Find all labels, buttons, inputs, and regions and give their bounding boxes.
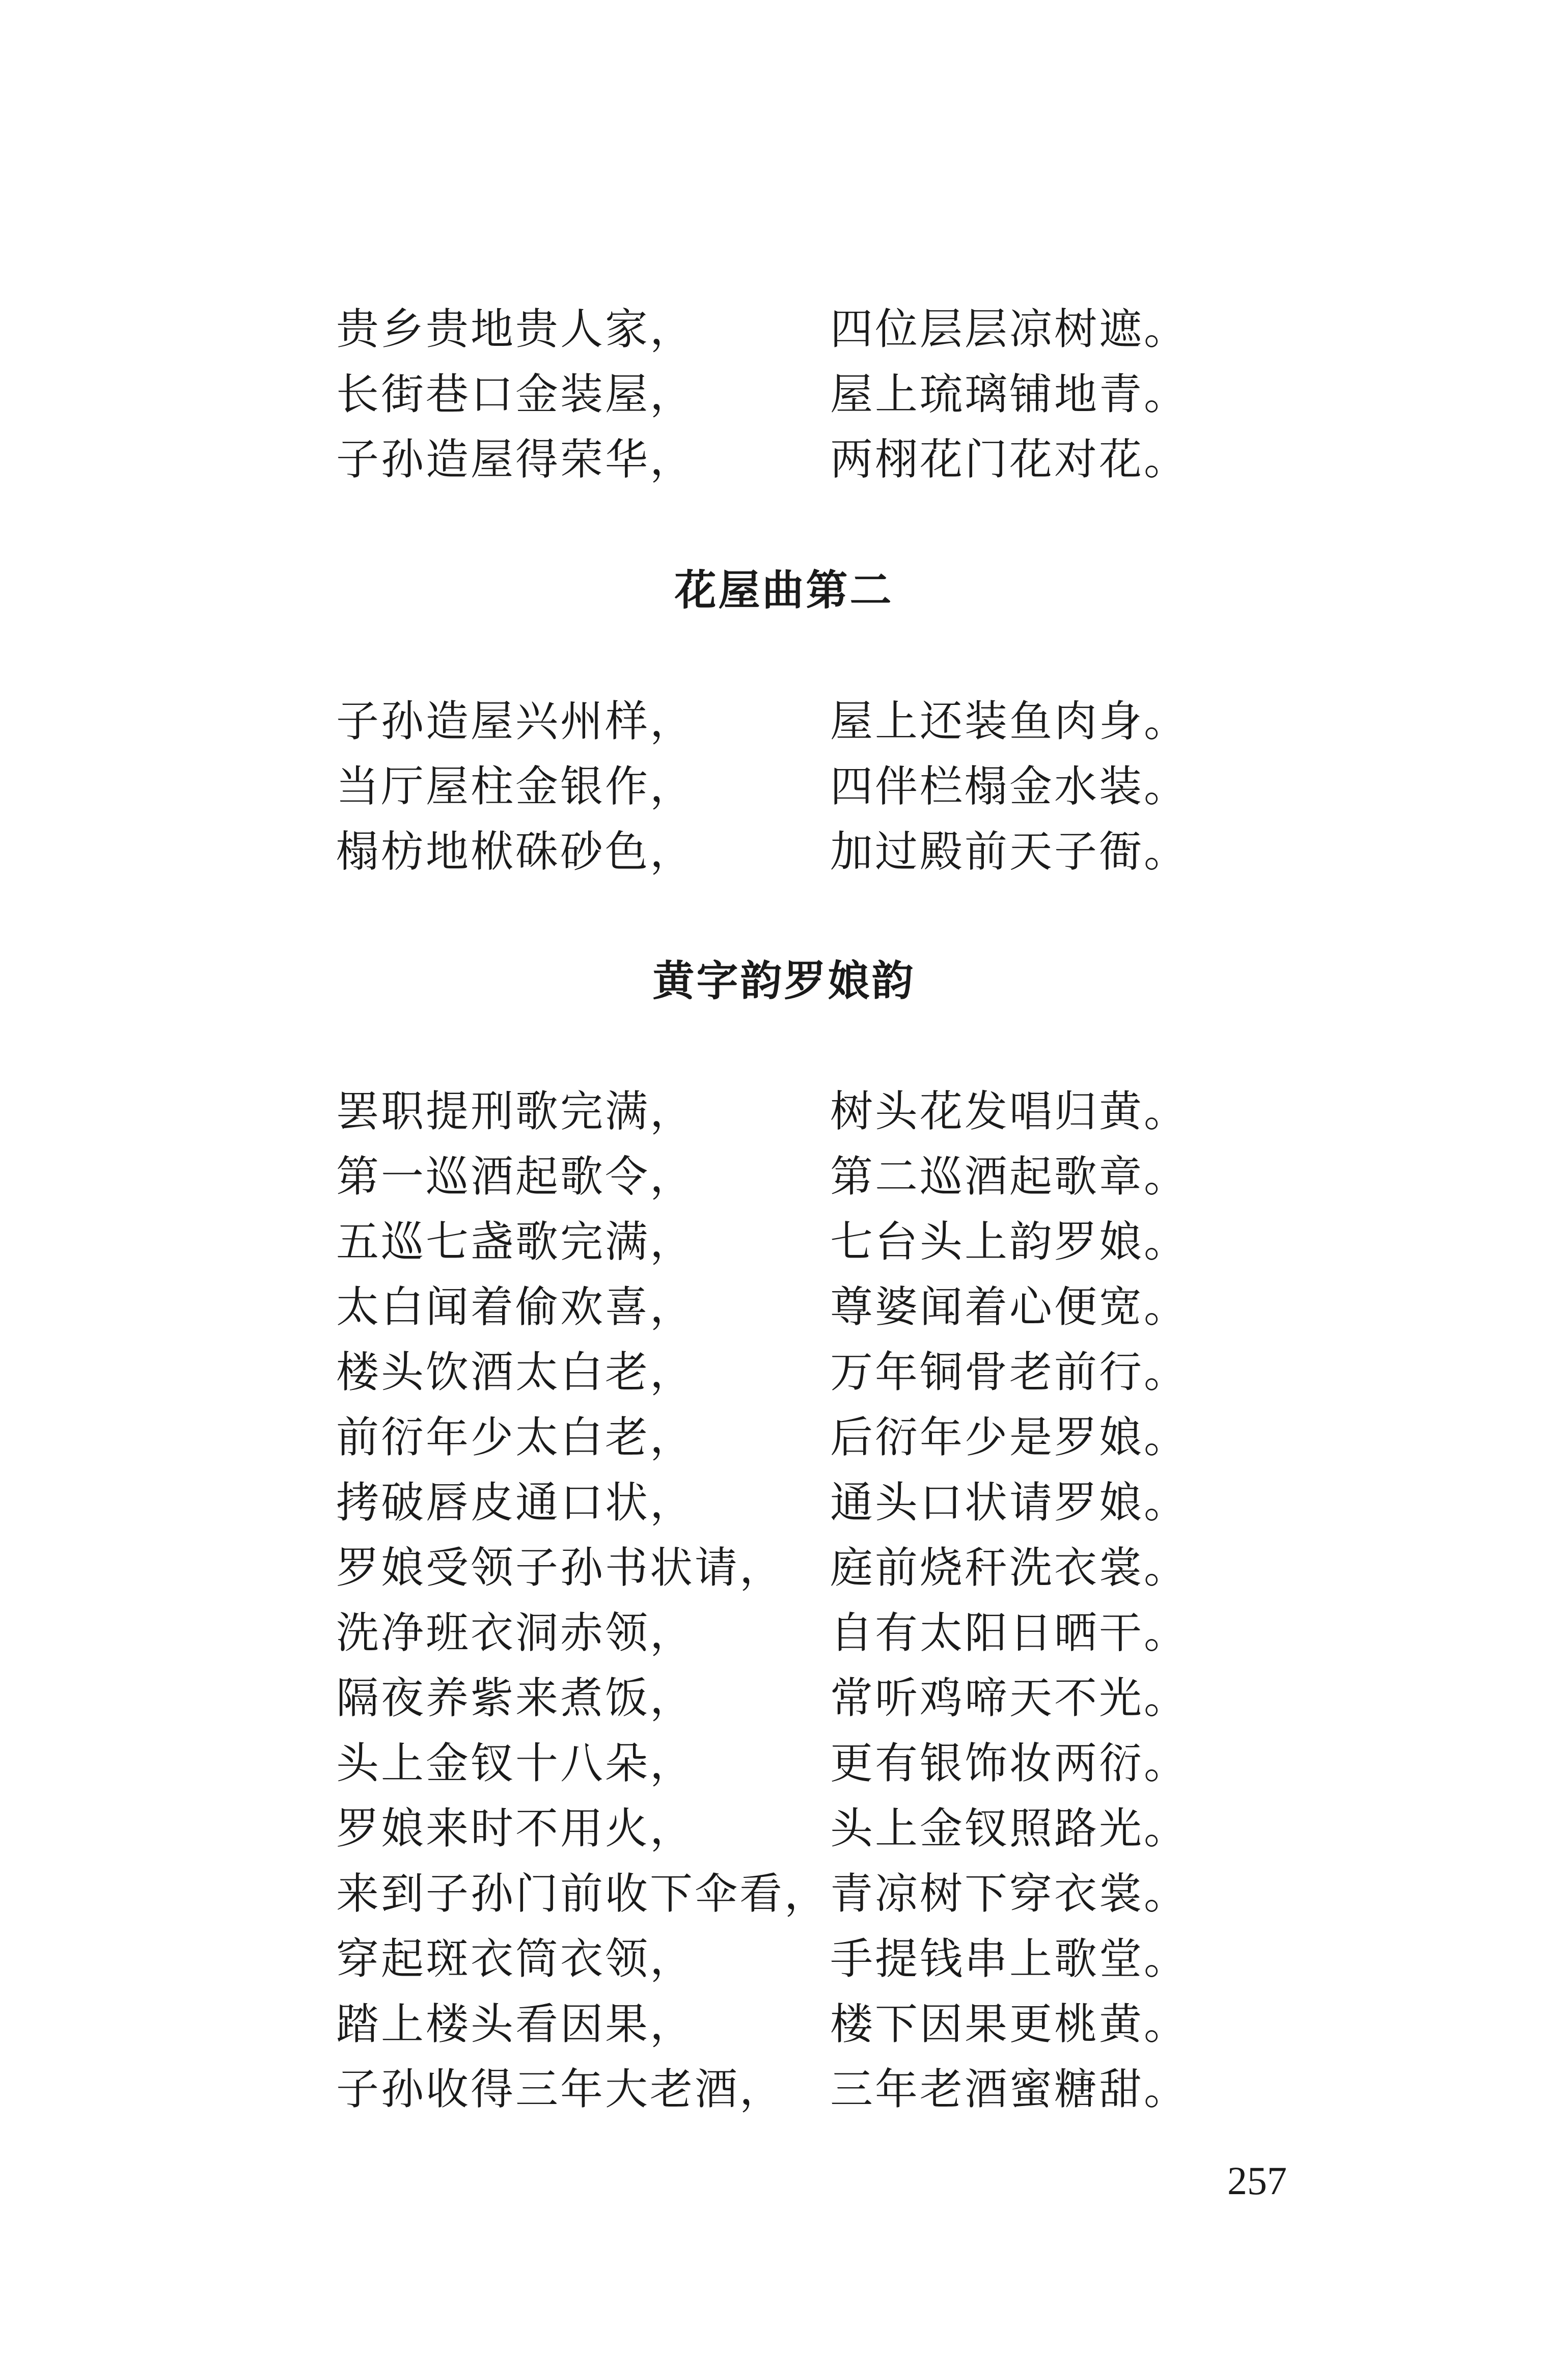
- verse-line-left: 罢职提刑歌完满，: [336, 1086, 695, 1136]
- verse-line-left: 踏上楼头看因果，: [336, 1999, 695, 2049]
- verse-line-left: 当厅屋柱金银作，: [336, 761, 695, 811]
- verse-line-right: 后衍年少是罗娘。: [830, 1412, 1189, 1462]
- verse-line-left: 隔夜养紫来煮饭，: [336, 1673, 695, 1723]
- verse-line-right: 常听鸡啼天不光。: [830, 1673, 1189, 1723]
- verse-block-2: [0, 689, 1568, 884]
- verse-line-right: 手提钱串上歌堂。: [830, 1934, 1189, 1984]
- verse-line-right: 通头口状请罗娘。: [830, 1478, 1189, 1527]
- verse-line: [0, 1405, 1568, 1470]
- verse-line: [0, 1600, 1568, 1665]
- verse-line-left: 榻枋地栿硃砂色，: [336, 827, 695, 877]
- verse-line-left: 前衍年少太白老，: [336, 1412, 695, 1462]
- verse-line-left: 子孙收得三年大老酒，: [336, 2064, 785, 2114]
- verse-line: [0, 1991, 1568, 2057]
- verse-line-right: 尊婆闻着心便宽。: [830, 1282, 1189, 1332]
- verse-line-right: 自有太阳日晒干。: [830, 1608, 1189, 1658]
- verse-line-right: 树头花发唱归黄。: [830, 1086, 1189, 1136]
- section-heading-2: 花屋曲第二: [674, 566, 894, 615]
- verse-line-right: 屋上琉璃铺地青。: [830, 369, 1189, 419]
- verse-line-left: 长街巷口金装屋，: [336, 369, 695, 419]
- verse-line-left: 第一巡酒起歌令，: [336, 1152, 695, 1201]
- verse-line: [0, 296, 1568, 362]
- verse-line-right: 七台头上韵罗娘。: [830, 1217, 1189, 1267]
- verse-line-left: 五巡七盏歌完满，: [336, 1217, 695, 1267]
- verse-line: [0, 1861, 1568, 1926]
- verse-line-left: 罗娘来时不用火，: [336, 1803, 695, 1853]
- verse-line-right: 青凉树下穿衣裳。: [830, 1869, 1189, 1919]
- verse-line: [0, 1470, 1568, 1535]
- verse-line-right: 庭前烧秆洗衣裳。: [830, 1543, 1189, 1593]
- page-number: 257: [1227, 2158, 1287, 2203]
- verse-line: [0, 754, 1568, 819]
- verse-line-left: 贵乡贵地贵人家，: [336, 304, 695, 354]
- verse-line: [0, 1340, 1568, 1405]
- verse-line-right: 楼下因果更桃黄。: [830, 1999, 1189, 2049]
- verse-line-left: 洗净班衣洞赤领，: [336, 1608, 695, 1658]
- verse-line: [0, 1926, 1568, 1991]
- verse-line: [0, 427, 1568, 492]
- verse-block-3: [0, 1079, 1568, 2122]
- verse-line-left: 太白闻着偷欢喜，: [336, 1282, 695, 1332]
- verse-line: [0, 1731, 1568, 1796]
- verse-line: [0, 1079, 1568, 1144]
- verse-line-right: 四伴栏榻金水装。: [830, 761, 1189, 811]
- verse-line: [0, 2057, 1568, 2122]
- verse-line-left: 来到子孙门前收下伞看，: [336, 1869, 830, 1919]
- verse-line: [0, 819, 1568, 884]
- verse-line: [0, 1796, 1568, 1861]
- verse-line-left: 子孙造屋得荣华，: [336, 434, 695, 484]
- verse-line-left: 头上金钗十八朵，: [336, 1738, 695, 1788]
- verse-line-right: 四位层层凉树遮。: [830, 304, 1189, 354]
- verse-line: [0, 1665, 1568, 1731]
- verse-line: [0, 362, 1568, 427]
- verse-line: [0, 1535, 1568, 1600]
- verse-line-right: 更有银饰妆两衍。: [830, 1738, 1189, 1788]
- verse-line-left: 穿起斑衣筒衣领，: [336, 1934, 695, 1984]
- verse-line: [0, 689, 1568, 754]
- verse-line-right: 头上金钗照路光。: [830, 1803, 1189, 1853]
- verse-line-left: 子孙造屋兴州样，: [336, 696, 695, 746]
- verse-line-right: 三年老酒蜜糖甜。: [830, 2064, 1189, 2114]
- verse-line: [0, 1144, 1568, 1209]
- verse-line-right: 第二巡酒起歌章。: [830, 1152, 1189, 1201]
- verse-line-right: 万年铜骨老前行。: [830, 1347, 1189, 1397]
- verse-line: [0, 1209, 1568, 1274]
- verse-line-left: 楼头饮酒太白老，: [336, 1347, 695, 1397]
- verse-line-right: 加过殿前天子衙。: [830, 827, 1189, 877]
- verse-line-right: 屋上还装鱼肉身。: [830, 696, 1189, 746]
- section-heading-3: 黄字韵罗娘韵: [652, 957, 916, 1005]
- verse-line-left: 罗娘受领子孙书状请，: [336, 1543, 785, 1593]
- verse-line-right: 两栩花门花对花。: [830, 434, 1189, 484]
- verse-line-left: 拷破唇皮通口状，: [336, 1478, 695, 1527]
- verse-block-1: [0, 296, 1568, 492]
- verse-line: [0, 1274, 1568, 1340]
